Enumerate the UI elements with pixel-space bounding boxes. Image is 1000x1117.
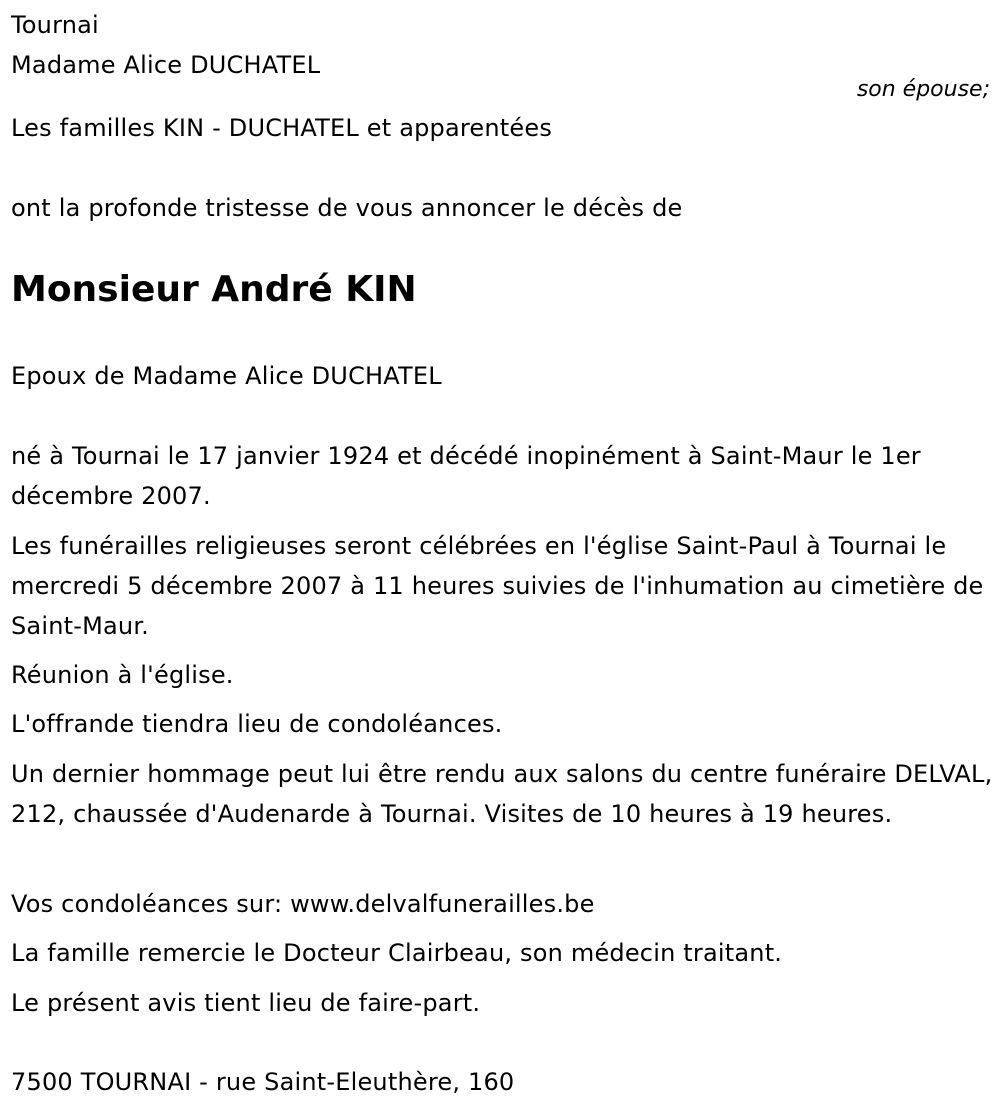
birth-death-paragraph: né à Tournai le 17 janvier 1924 et décédé inopinément à Saint-Maur le 1er décembre 2007. xyxy=(11,442,921,510)
condolences-line: Vos condoléances sur: www.delvalfunerailles.be xyxy=(11,890,595,918)
spouse-name-line: Madame Alice DUCHATEL xyxy=(11,51,321,79)
meeting-line: Réunion à l'église. xyxy=(11,661,234,689)
offering-line: L'offrande tiendra lieu de condoléances. xyxy=(11,710,503,738)
tribute-paragraph: Un dernier hommage peut lui être rendu aux salons du centre funéraire DELVAL, 212, chaussée d'Audenarde à Tournai. Visites de 10 heures à 19 heures. xyxy=(11,760,993,828)
families-line: Les familles KIN - DUCHATEL et apparentées xyxy=(11,114,553,142)
notice-line: Le présent avis tient lieu de faire-part. xyxy=(11,989,481,1017)
spouse-role: son épouse; xyxy=(856,77,990,102)
spouse-line: Epoux de Madame Alice DUCHATEL xyxy=(11,362,442,390)
thanks-line: La famille remercie le Docteur Clairbeau, son médecin traitant. xyxy=(11,939,783,967)
city-line: Tournai xyxy=(11,11,99,39)
announcement-line: ont la profonde tristesse de vous annoncer le décès de xyxy=(11,194,683,222)
deceased-name: Monsieur André KIN xyxy=(11,269,417,310)
funeral-paragraph: Les funérailles religieuses seront célébrées en l'église Saint-Paul à Tournai le mercredi 5 décembre 2007 à 11 heures suivies de l'inhumation au cimetière de Saint-Maur. xyxy=(11,532,984,640)
address-line: 7500 TOURNAI - rue Saint-Eleuthère, 160 xyxy=(11,1068,515,1096)
